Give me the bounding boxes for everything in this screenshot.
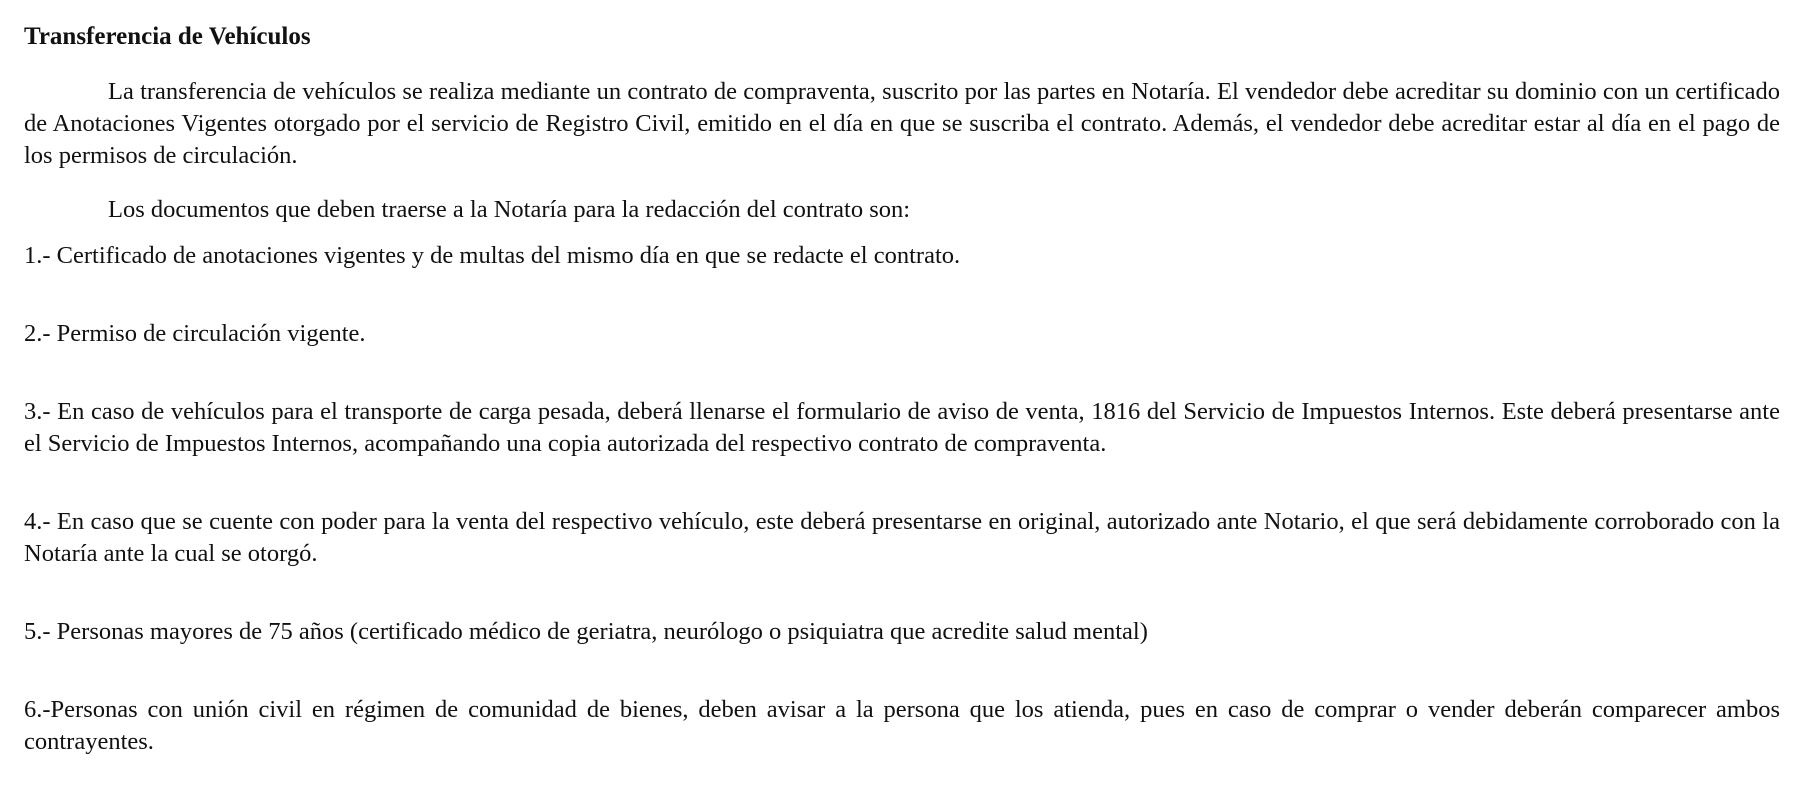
list-item: 6.-Personas con unión civil en régimen de comunidad de bienes, deben avisar a la persona que los atienda, pues en caso de comprar o vender deberán comparecer ambos contrayentes. — [24, 696, 1780, 755]
list-item: 2.- Permiso de circulación vigente. — [24, 320, 366, 347]
list-item: 3.- En caso de vehículos para el transporte de carga pesada, deberá llenarse el formulario de aviso de venta, 1816 del Servicio de Impuestos Internos. Este deberá presentarse ante el Servicio de Impuestos Internos, acompañando una copia autorizada del respectivo contrato de compraventa. — [24, 398, 1780, 457]
intro-paragraph: La transferencia de vehículos se realiza mediante un contrato de compraventa, suscrito por las partes en Notaría. El vendedor debe acreditar su dominio con un certificado de Anotaciones Vigentes otorgado por el servicio de Registro Civil, emitido en el día en que se suscriba el contrato. Además, el vendedor debe acreditar estar al día en el pago de los permisos de circulación. — [24, 78, 1780, 169]
list-item: 4.- En caso que se cuente con poder para la venta del respectivo vehículo, este deberá presentarse en original, autorizado ante Notario, el que será debidamente corroborado con la Notaría ante la cual se otorgó. — [24, 508, 1780, 567]
document-body — [24, 22, 1780, 804]
list-item: 1.- Certificado de anotaciones vigentes y de multas del mismo día en que se redacte el contrato. — [24, 242, 961, 269]
document-title: Transferencia de Vehículos — [24, 23, 311, 50]
documents-intro-paragraph: Los documentos que deben traerse a la Notaría para la redacción del contrato son: — [108, 196, 911, 223]
list-item: 5.- Personas mayores de 75 años (certificado médico de geriatra, neurólogo o psiquiatra que acredite salud mental) — [24, 618, 1148, 645]
required-documents-list — [24, 240, 1780, 758]
